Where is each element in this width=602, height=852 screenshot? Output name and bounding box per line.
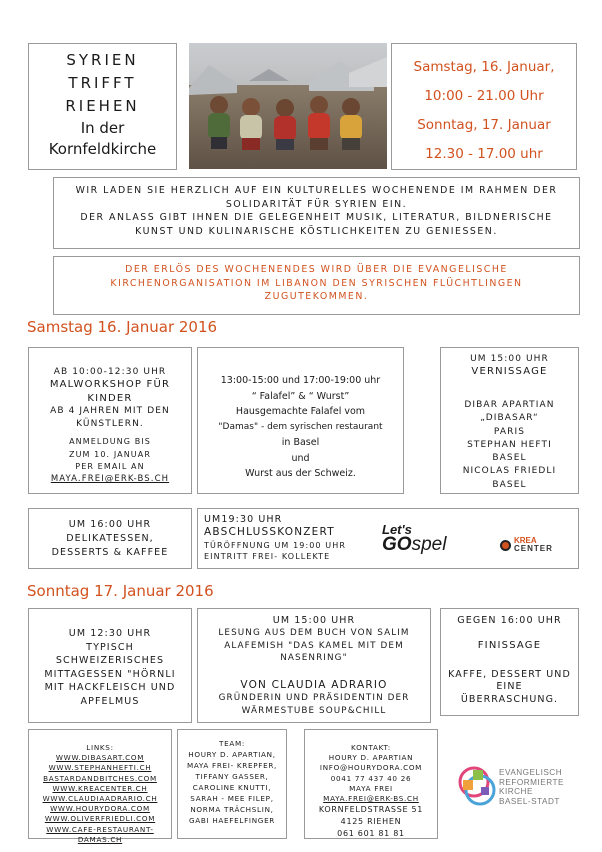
workshop-note: ANMELDUNG BIS xyxy=(69,437,151,447)
contact-line: HOURY D. APARTIAN xyxy=(328,753,414,763)
finissage-line: EINE xyxy=(496,681,523,693)
links-title: LINKS: xyxy=(86,743,114,752)
church-logo xyxy=(457,763,597,813)
reading-box xyxy=(197,608,431,723)
proceeds-box xyxy=(53,256,580,315)
title-line: SYRIEN xyxy=(66,51,139,69)
intro-line: WIR LADEN SIE HERZLICH AUF EIN KULTURELLES WOCHENENDE IM RAHMEN DER xyxy=(75,185,558,196)
reading-author: VON CLAUDIA ADRARIO xyxy=(240,678,388,691)
artist-line: „DIBASAR“ xyxy=(480,413,539,424)
link-item[interactable]: WWW.CLAUDIAADRARIO.CH xyxy=(42,794,158,804)
reading-line: ALAFEMISH "DAS KAMEL MIT DEM xyxy=(224,640,404,651)
church-line: KIRCHE xyxy=(499,787,533,796)
team-member: NORMA TRÄCHSLIN, xyxy=(190,805,274,815)
team-member: CAROLINE KNUTTI, xyxy=(192,783,272,793)
contact-address: KORNFELDSTRASSE 51 xyxy=(318,805,424,815)
artist-line: PARIS xyxy=(493,426,526,437)
contact-phone: 0041 77 437 40 26 xyxy=(330,773,412,783)
gospel-logo-top: Let's xyxy=(382,522,412,537)
food-title: “ Falafel” & “ Wurst” xyxy=(251,390,350,402)
workshop-time: AB 10:00-12:30 UHR xyxy=(53,367,167,377)
contact-box xyxy=(304,729,438,839)
krea-logo-mark xyxy=(500,540,511,551)
church-line: REFORMIERTE xyxy=(499,777,564,787)
dates-box xyxy=(391,43,577,170)
link-item[interactable]: DAMAS.CH xyxy=(77,834,123,844)
intro-line: KUNST UND KULINARISCHE KÖSTLICHKEITEN ZU GENIESSEN. xyxy=(135,225,498,237)
lunch-line: MITTAGESSEN "HÖRNLI xyxy=(44,668,176,680)
food-line: in Basel xyxy=(281,437,320,448)
workshop-email-link[interactable]: MAYA.FREI@ERK-BS.CH xyxy=(50,474,170,485)
title-line: Kornfeldkirche xyxy=(48,140,157,158)
reading-line: NASENRING" xyxy=(280,653,348,664)
finissage-line: ÜBERRASCHUNG. xyxy=(460,693,559,705)
workshop-title: MALWORKSHOP FÜR xyxy=(49,379,171,391)
proceeds-line: KIRCHENORGANISATION IM LIBANON DEN SYRISCHEN FLÜCHTLINGEN xyxy=(110,277,523,289)
vernissage-time: UM 15:00 UHR xyxy=(470,354,549,364)
food-line: "Damas" - dem syrischen restaurant xyxy=(218,421,383,432)
team-member: HOURY D. APARTIAN, xyxy=(188,750,276,760)
link-item[interactable]: WWW.DIBASART.COM xyxy=(55,753,145,763)
lunch-line: MIT HACKFLEISCH UND xyxy=(44,682,176,693)
concert-entry: EINTRITT FREI- KOLLEKTE xyxy=(204,551,331,561)
links-box xyxy=(28,729,172,844)
contact-email[interactable]: MAYA.FREI@ERK-BS.CH xyxy=(323,794,419,804)
gospel-logo-go: GO xyxy=(382,534,412,555)
reading-role: GRÜNDERIN UND PRÄSIDENTIN DER xyxy=(218,693,410,704)
workshop-note: PER EMAIL AN xyxy=(75,462,145,472)
proceeds-line: DER ERLÖS DES WOCHENENDES WIRD ÜBER DIE EVANGELISCHE xyxy=(125,264,508,275)
artist-line: BASEL xyxy=(492,479,527,490)
contact-title: KONTAKT: xyxy=(351,743,391,752)
proceeds-line: ZUGUTEKOMMEN. xyxy=(264,291,369,302)
lets-gospel-logo xyxy=(382,522,447,555)
contact-line: MAYA FREI xyxy=(349,783,393,793)
concert-time: UM19:30 UHR xyxy=(204,514,283,525)
artist-line: DIBAR APARTIAN xyxy=(464,399,555,410)
finissage-line: KAFFE, DESSERT UND xyxy=(448,668,571,680)
church-line: EVANGELISCH xyxy=(499,768,563,777)
delicacies-time: UM 16:00 UHR xyxy=(68,519,152,530)
concert-doors: TÜRÖFFNUNG UM 19:00 UHR xyxy=(204,540,346,550)
team-member: GABI HAEFELFINGER xyxy=(189,816,275,826)
lunch-box xyxy=(28,608,192,723)
intro-line: SOLIDARITÄT FÜR SYRIEN EIN. xyxy=(225,198,408,210)
food-time: 13:00-15:00 und 17:00-19:00 uhr xyxy=(220,375,381,386)
reading-line: LESUNG AUS DEM BUCH VON SALIM xyxy=(218,628,410,639)
krea-center-logo xyxy=(500,537,553,553)
reading-role: WÄRMESTUBE SOUP&CHILL xyxy=(241,705,387,716)
workshop-note: ZUM 10. JANUAR xyxy=(68,449,151,459)
link-item[interactable]: WWW.OLIVERFRIEDLI.COM xyxy=(44,814,156,824)
delicacies-line: DESSERTS & KAFFEE xyxy=(51,547,169,558)
date-line: Sonntag, 17. Januar xyxy=(417,117,551,133)
link-item[interactable]: WWW.STEPHANHEFTI.CH xyxy=(48,763,152,773)
delicacies-line: DELIKATESSEN, xyxy=(66,533,154,544)
contact-email[interactable]: INFO@HOURYDORA.COM xyxy=(319,763,423,773)
church-logo-mark xyxy=(457,765,497,809)
concert-title: ABSCHLUSSKONZERT xyxy=(204,526,335,539)
food-line: Wurst aus der Schweiz. xyxy=(245,468,356,479)
date-line: Samstag, 16. Januar, xyxy=(413,59,555,75)
contact-phone: 061 601 81 81 xyxy=(337,829,405,839)
team-box xyxy=(177,729,287,839)
food-line: Hausgemachte Falafel vom xyxy=(235,406,366,417)
link-item[interactable]: WWW.KREACENTER.CH xyxy=(52,783,148,793)
workshop-age: KÜNSTLERN. xyxy=(76,418,144,429)
krea-logo-a: KREA xyxy=(514,536,537,545)
children-photo xyxy=(189,43,387,169)
lunch-line: TYPISCH xyxy=(86,641,134,653)
concert-box xyxy=(197,508,579,569)
workshop-title: KINDER xyxy=(87,392,133,404)
krea-logo-b: CENTER xyxy=(514,544,553,553)
finissage-box xyxy=(440,608,579,716)
intro-box xyxy=(53,177,580,249)
workshop-age: AB 4 JAHREN MIT DEN xyxy=(50,406,170,417)
time-line: 12.30 - 17.00 uhr xyxy=(425,146,543,162)
lunch-line: APFELMUS xyxy=(80,695,140,707)
church-line: BASEL-STADT xyxy=(499,796,560,806)
artist-line: BASEL xyxy=(492,453,527,464)
team-member: TIFFANY GASSER, xyxy=(195,772,269,782)
team-member: SARAH - MEE FILEP, xyxy=(190,794,274,804)
sunday-heading: Sonntag 17. Januar 2016 xyxy=(27,582,214,600)
team-member: MAYA FREI- KREPFER, xyxy=(186,761,278,771)
artist-line: NICOLAS FRIEDLI xyxy=(462,466,557,477)
finissage-time: GEGEN 16:00 UHR xyxy=(457,615,562,626)
title-line: RIEHEN xyxy=(65,97,140,115)
contact-address: 4125 RIEHEN xyxy=(340,817,402,827)
delicacies-box xyxy=(28,508,192,569)
intro-line: DER ANLASS GIBT IHNEN DIE GELEGENHEIT MUSIK, LITERATUR, BILDNERISCHE xyxy=(80,212,553,223)
lunch-time: UM 12:30 UHR xyxy=(68,628,152,639)
saturday-heading: Samstag 16. Januar 2016 xyxy=(27,318,218,336)
reading-time: UM 15:00 UHR xyxy=(272,615,356,626)
food-line: und xyxy=(291,452,310,464)
lunch-line: SCHWEIZERISCHES xyxy=(55,655,165,666)
food-box xyxy=(197,347,404,494)
title-box xyxy=(28,43,177,170)
link-item[interactable]: WWW.HOURYDORA.COM xyxy=(50,804,150,814)
team-title: TEAM: xyxy=(219,739,245,748)
title-line: TRIFFT xyxy=(68,74,137,92)
finissage-title: FINISSAGE xyxy=(477,640,542,652)
vernissage-title: VERNISSAGE xyxy=(471,366,548,378)
workshop-box xyxy=(28,347,192,494)
time-line: 10:00 - 21.00 Uhr xyxy=(424,88,544,104)
artist-line: STEPHAN HEFTI xyxy=(467,439,552,450)
gospel-logo-spel: spel xyxy=(411,534,447,555)
vernissage-box xyxy=(440,347,579,494)
link-item[interactable]: WWW.CAFE-RESTAURANT- xyxy=(46,824,154,834)
title-line: In der xyxy=(80,119,125,137)
link-item[interactable]: BASTARDANDBITCHES.COM xyxy=(43,773,157,783)
